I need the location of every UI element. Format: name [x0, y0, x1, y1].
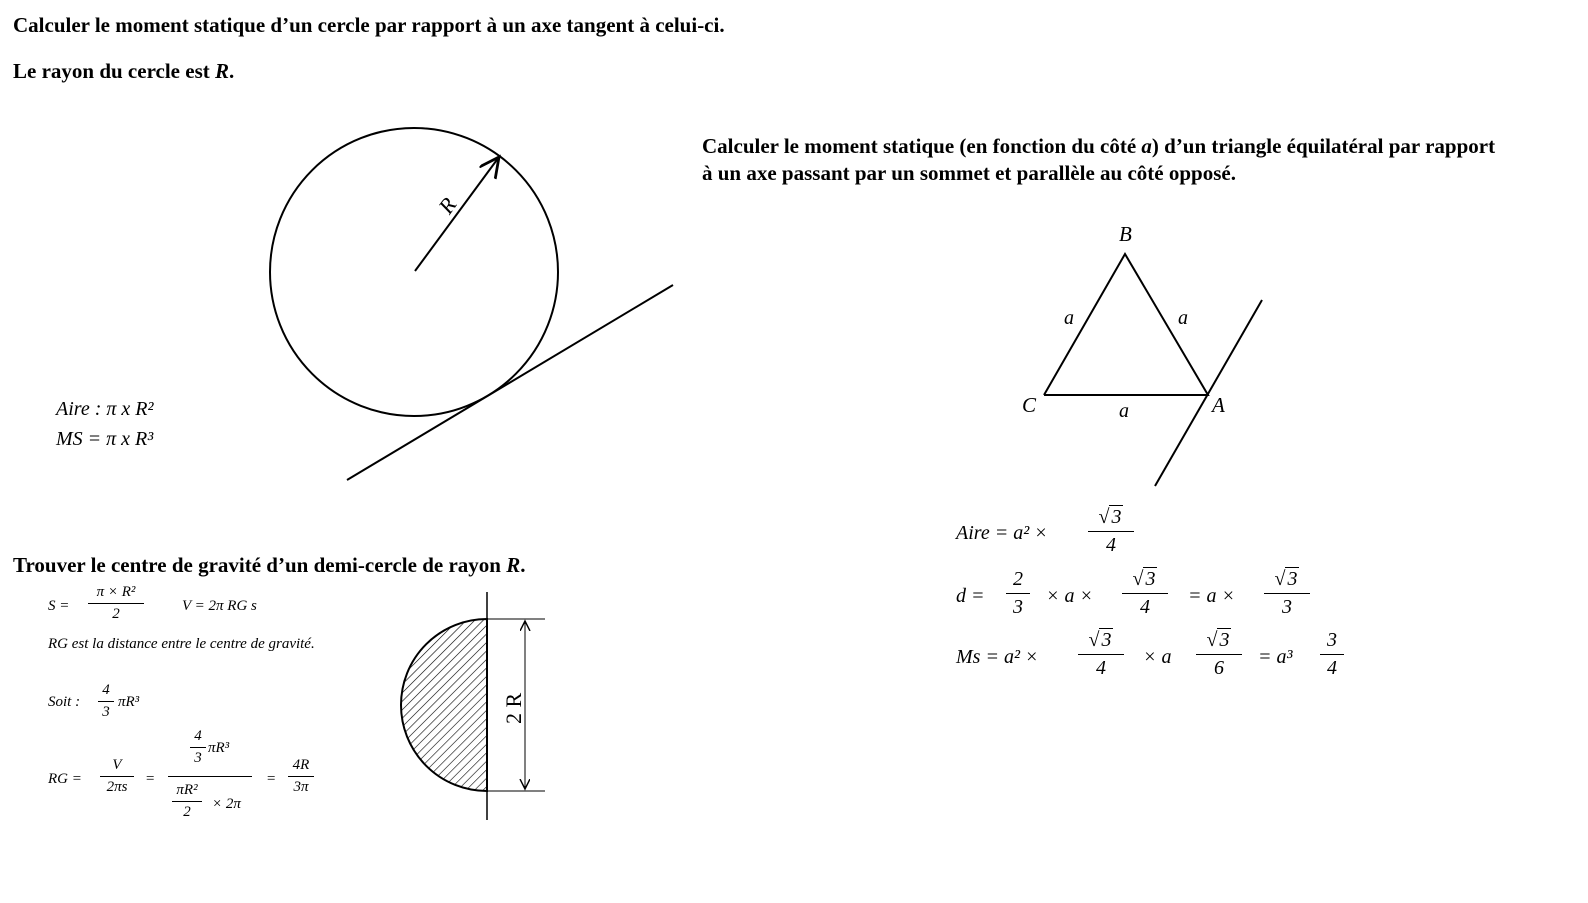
triangle-axis: [1155, 300, 1262, 486]
soit-lhs: Soit :: [48, 694, 81, 710]
tri-d-mid: × a ×: [1046, 585, 1093, 607]
tri-d-lhs: d =: [956, 585, 985, 607]
section3-title: Trouver le centre de gravité d’un demi-cercle de rayon R.: [13, 553, 526, 577]
vertex-b-label: B: [1119, 222, 1132, 246]
subtitle-var: R: [214, 59, 229, 83]
tangent-axis: [347, 285, 673, 480]
title-prefix: Calculer le moment statique (en fonction du côté: [702, 134, 1142, 158]
tri-ms-lhs: Ms = a² ×: [956, 646, 1039, 668]
big-main-bar: [168, 776, 252, 777]
big-den-tail: × 2π: [212, 796, 241, 812]
tri-ms-mid: × a: [1143, 646, 1172, 668]
tri-d-mid2: = a ×: [1188, 585, 1235, 607]
s-frac: π × R² 2: [88, 584, 144, 623]
big-den-frac: πR² 2: [172, 782, 202, 821]
title-suffix: ) d’un triangle équilatéral par rapport: [1151, 134, 1496, 158]
circle-ms-eq: MS = π x R³: [56, 428, 154, 450]
title-var: a: [1141, 134, 1152, 158]
rg-eq2: =: [145, 771, 156, 787]
subtitle-suffix: .: [229, 59, 235, 83]
tri-aire-frac: [1088, 506, 1134, 557]
side-label-right: a: [1178, 307, 1188, 329]
circle-shape: [270, 128, 558, 416]
rg-lhs: RG =: [48, 771, 82, 787]
circle-area-eq: Aire : π x R²: [56, 398, 154, 420]
semicircle-shape: [401, 619, 487, 791]
frac-num: √ 3: [1098, 506, 1122, 528]
section2-title-line1: [702, 133, 1495, 159]
section2-title-line2: à un axe passant par un sommet et parallèle au côté opposé.: [702, 161, 1236, 185]
tri-ms-frac2: √ 3 6: [1196, 629, 1242, 680]
vertex-a-label: A: [1212, 393, 1225, 417]
tri-ms-frac1: √ 3 4: [1078, 629, 1124, 680]
rg-big-frac: [168, 728, 254, 824]
big-num-frac: 4 3: [190, 728, 206, 767]
radius-arrow: [415, 157, 499, 271]
v-eq: V = 2π RG s: [182, 598, 257, 614]
soit-tail: πR³: [118, 694, 140, 710]
rg-definition: RG est la distance entre le centre de gravité.: [48, 636, 315, 652]
vertex-c-label: C: [1022, 393, 1037, 417]
s-lhs: S =: [48, 598, 70, 614]
side-label-left: a: [1064, 307, 1074, 329]
subtitle-prefix: Le rayon du cercle est: [13, 59, 215, 83]
radius-label: R: [433, 192, 462, 219]
tri-aire-lhs: Aire = a² ×: [956, 522, 1048, 544]
tri-ms-frac3: 3 4: [1320, 629, 1344, 680]
tri-ms-mid2: = a³: [1258, 646, 1293, 668]
rg-eq3: =: [266, 771, 277, 787]
section1-title: Calculer le moment statique d’un cercle par rapport à un axe tangent à celui-ci.: [13, 13, 725, 37]
soit-frac: 4 3: [98, 682, 114, 721]
frac-den: 4: [1106, 534, 1116, 556]
big-num-tail: πR³: [208, 740, 230, 756]
side-label-bottom: a: [1119, 400, 1129, 422]
dim-label: 2 R: [501, 692, 526, 724]
tri-d-frac1: 2 3: [1006, 568, 1030, 619]
tri-d-frac3: √ 3 3: [1264, 568, 1310, 619]
tri-d-frac2: √ 3 4: [1122, 568, 1168, 619]
rg-frac3: 4R 3π: [288, 757, 314, 796]
rg-frac1: V 2πs: [100, 757, 134, 796]
